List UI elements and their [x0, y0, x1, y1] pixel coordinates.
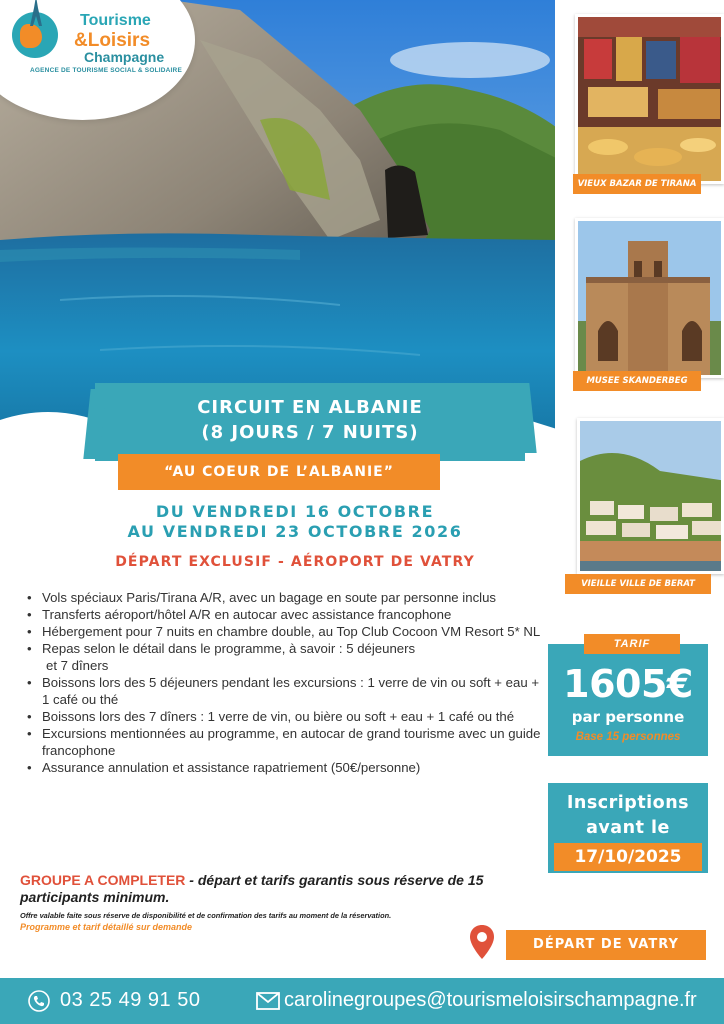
depart-exclusif: DÉPART EXCLUSIF - AÉROPORT DE VATRY [115, 554, 475, 570]
eiffel-tower-icon [28, 0, 44, 26]
email-address[interactable]: carolinegroupes@tourismeloisirschampagne.fr [284, 989, 697, 1011]
price-amount: 1605€ [563, 662, 693, 706]
logo-line-2: &Loisirs [74, 30, 151, 51]
list-item: • Hébergement pour 7 nuits en chambre double, au Top Club Cocoon VM Resort 5* NL [22, 623, 542, 640]
berat-photo [577, 418, 724, 574]
price-per: par personne [571, 708, 685, 726]
fine-print: Offre valable faite sous réserve de disponibilité et de confirmation des tarifs au moment de la réservation. [20, 911, 392, 920]
depart-vatry-button[interactable]: DÉPART DE VATRY [506, 930, 706, 960]
skanderbeg-label: MUSEE SKANDERBEG [573, 371, 701, 391]
list-item: • Assurance annulation et assistance rapatriement (50€/personne) [22, 759, 542, 776]
phone-icon [28, 990, 50, 1012]
list-item: • Repas selon le détail dans le programme, à savoir : 5 déjeuners [22, 640, 542, 657]
dates-line-2: AU VENDREDI 23 OCTOBRE 2026 [127, 522, 463, 541]
group-notice [20, 872, 545, 906]
inscriptions-date: 17/10/2025 [554, 843, 702, 871]
photo-gallery [555, 0, 724, 640]
berat-label: VIEILLE VILLE DE BERAT [565, 574, 711, 594]
inscriptions-line-2: avant le [586, 818, 670, 838]
logo-tagline: AGENCE DE TOURISME SOCIAL & SOLIDAIRE [30, 67, 182, 74]
list-item: • Boissons lors des 7 dîners : 1 verre de vin, ou bière ou soft + eau + 1 café ou thé [22, 708, 542, 725]
bazar-label: VIEUX BAZAR DE TIRANA [573, 174, 701, 194]
title-line-2: (8 JOURS / 7 NUITS) [201, 422, 419, 443]
inclusions-list [22, 589, 542, 776]
list-item: • Excursions mentionnées au programme, en autocar de grand tourisme avec un guide francophone [22, 725, 542, 759]
price-base: Base 15 personnes [575, 731, 681, 743]
list-item: • Boissons lors des 5 déjeuners pendant les excursions : 1 verre de vin ou soft + eau + 1 café ou thé [22, 674, 542, 708]
title-banner [95, 383, 525, 461]
title-line-1: CIRCUIT EN ALBANIE [197, 397, 423, 418]
inscriptions-box [548, 783, 708, 873]
list-item-continuation: et 7 dîners [46, 658, 109, 673]
list-item: • Vols spéciaux Paris/Tirana A/R, avec un bagage en soute par personne inclus [22, 589, 542, 606]
dates-line-1: DU VENDREDI 16 OCTOBRE [155, 502, 435, 521]
phone-number[interactable]: 03 25 49 91 50 [60, 989, 201, 1011]
location-pin-icon [470, 925, 494, 959]
subtitle-banner: “AU COEUR DE L’ALBANIE” [118, 454, 440, 490]
price-box [548, 644, 708, 756]
bazar-photo [575, 14, 724, 184]
skanderbeg-photo [575, 218, 724, 378]
group-rest: - départ et tarifs garantis sous réserve de 15 participants minimum. [20, 872, 484, 905]
inscriptions-line-1: Inscriptions [566, 793, 690, 813]
program-note: Programme et tarif détaillé sur demande [20, 922, 193, 932]
footer-bar [0, 978, 724, 1024]
tarif-tag: TARIF [584, 634, 680, 654]
list-item: • Transferts aéroport/hôtel A/R en autocar avec assistance francophone [22, 606, 542, 623]
group-highlight: GROUPE A COMPLETER [20, 872, 186, 888]
logo-line-1: Tourisme [80, 12, 151, 29]
mail-icon [256, 992, 280, 1010]
logo-line-3: Champagne [84, 49, 165, 65]
